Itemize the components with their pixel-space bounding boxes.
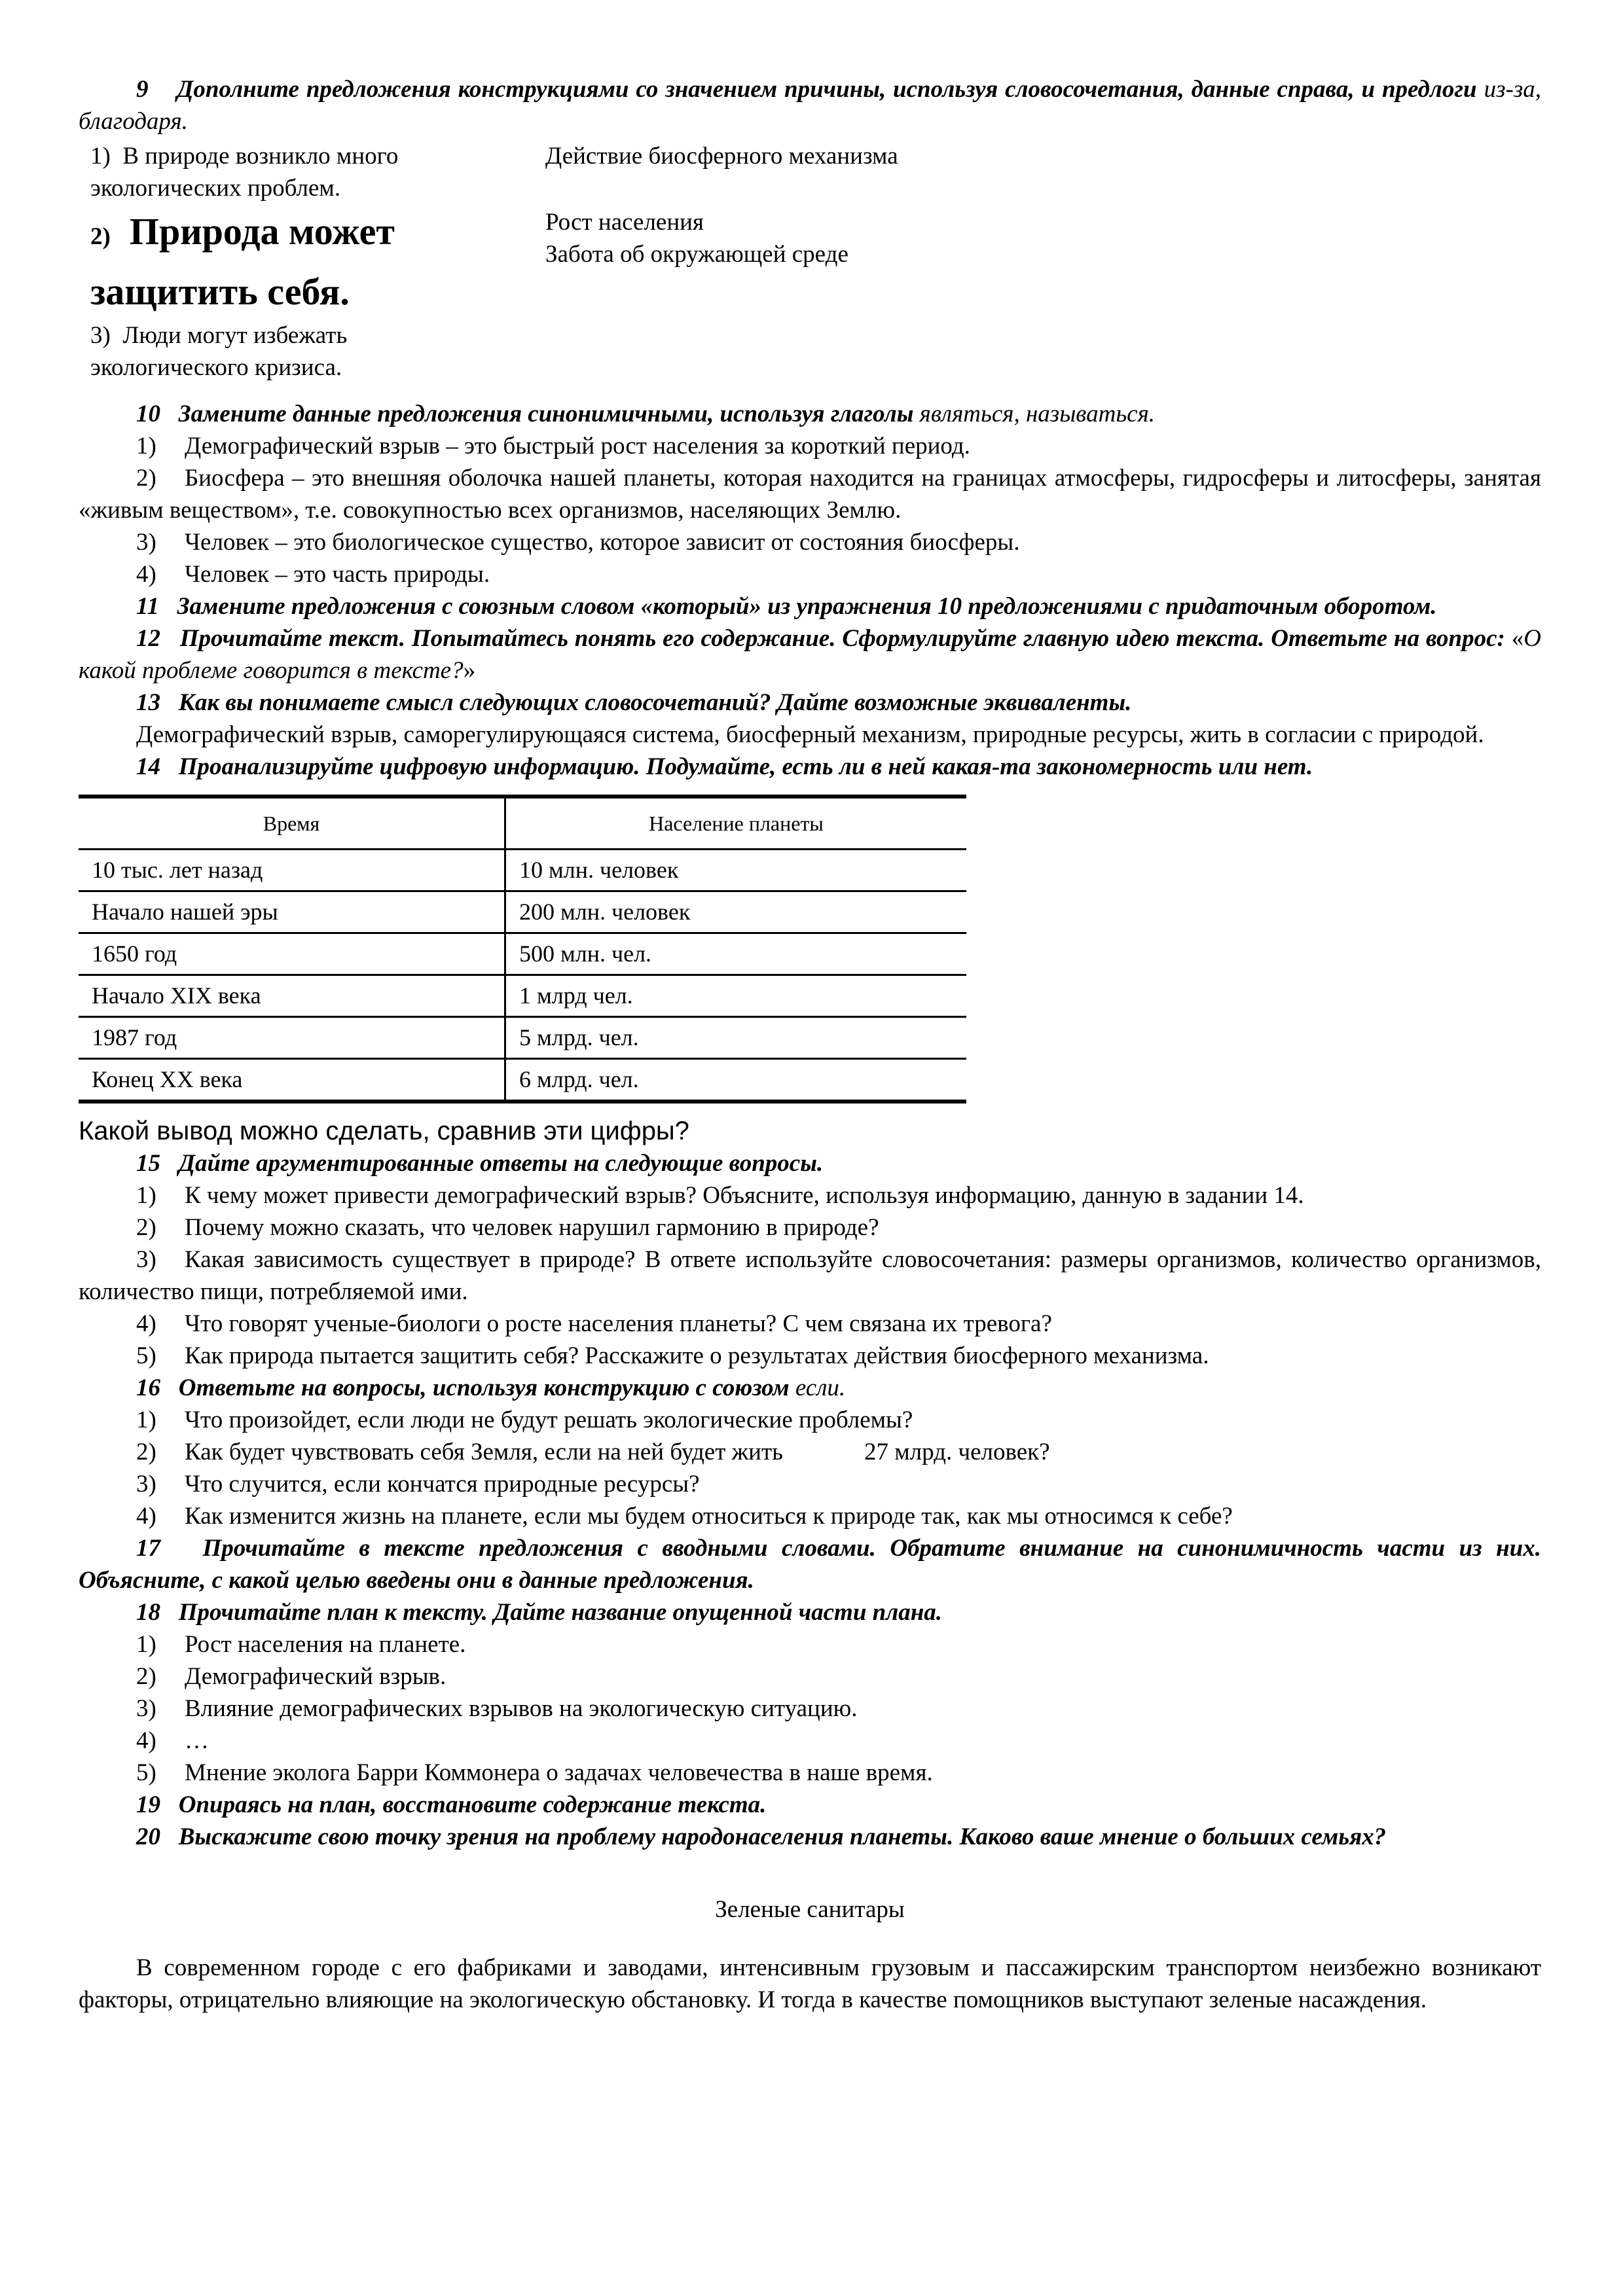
plan-item-1: 1) Рост населения на планете. <box>136 1631 466 1658</box>
cell-time: Начало нашей эры <box>79 891 505 933</box>
exercise-17-task: 17 Прочитайте в тексте предложения с вводными словами. Обратите внимание на синонимичность части из них. Объясните, с какой целью введены они в данные предложения. <box>79 1535 1541 1594</box>
plan-item-5: 5) Мнение эколога Барри Коммонера о задачах человечества в наше время. <box>136 1759 933 1786</box>
exercise-19-task: 19 Опираясь на план, восстановите содержание текста. <box>136 1791 767 1818</box>
exercise-15-item-3: 3) Какая зависимость существует в природе? В ответе используйте словосочетания: размеры организмов, количество организмов, количество пищи, потребляемой ими. <box>79 1246 1541 1305</box>
table-row <box>79 850 966 891</box>
table-row <box>79 1059 966 1102</box>
sentence-1: 1) В природе возникло много экологических проблем. <box>90 143 399 202</box>
exercise-10-item-2: 2) Биосфера – это внешняя оболочка нашей планеты, которая находится на границах атмосферы, гидросферы и литосферы, занятая «живым веществом», т.е. совокупностью всех организмов, населяющих Землю. <box>79 465 1541 524</box>
phrase-2: Рост населения <box>545 209 704 236</box>
phrase-1: Действие биосферного механизма <box>545 143 898 170</box>
cell-time: Конец XX века <box>79 1059 505 1102</box>
cell-population: 500 млн. чел. <box>505 933 967 975</box>
table-row <box>79 891 966 933</box>
column-header-population: Население планеты <box>505 797 967 850</box>
exercise-16-item-3: 3) Что случится, если кончатся природные ресурсы? <box>136 1471 700 1498</box>
text-paragraph: В современном городе с его фабриками и заводами, интенсивным грузовым и пассажирским транспортом неизбежно возникают факторы, отрицательно влияющие на экологическую обстановку. И тогда в качестве помощников выступают зеленые насаждения. <box>79 1954 1541 2013</box>
cell-population: 10 млн. человек <box>505 850 967 891</box>
exercise-16-task: 16 Ответьте на вопросы, используя конструкцию с союзом если. <box>136 1374 846 1401</box>
exercise-9-task <box>79 73 1541 137</box>
plan-item-2: 2) Демографический взрыв. <box>136 1663 447 1690</box>
table-header-row <box>79 797 966 850</box>
exercise-15-item-2: 2) Почему можно сказать, что человек нарушил гармонию в природе? <box>136 1214 879 1241</box>
exercise-number: 9 <box>136 76 149 103</box>
exercise-16-item-2: 2) Как будет чувствовать себя Земля, если на ней будет жить 27 млрд. человек? <box>136 1439 1050 1465</box>
plan-item-4: 4) … <box>136 1727 209 1754</box>
cell-population: 1 млрд чел. <box>505 975 967 1017</box>
cell-population: 5 млрд. чел. <box>505 1017 967 1059</box>
exercise-10-task: 10 Замените данные предложения синонимичными, используя глаголы являться, называться. <box>136 401 1156 427</box>
exercise-15-item-4: 4) Что говорят ученые-биологи о росте населения планеты? С чем связана их тревога? <box>136 1310 1052 1337</box>
exercise-10-item-3: 3) Человек – это биологическое существо, которое зависит от состояния биосферы. <box>136 529 1020 556</box>
exercise-10-item-1: 1) Демографический взрыв – это быстрый рост населения за короткий период. <box>136 433 970 459</box>
table-row <box>79 1017 966 1059</box>
exercise-11-task: 11 Замените предложения с союзным словом «который» из упражнения 10 предложениями с придаточным оборотом. <box>136 593 1437 620</box>
cell-time: 1650 год <box>79 933 505 975</box>
column-header-time: Время <box>79 797 505 850</box>
table-row <box>79 975 966 1017</box>
task-text: Дополните предложения конструкциями со значением причины, используя словосочетания, данные справа, и предлоги <box>177 76 1477 103</box>
cell-time: 1987 год <box>79 1017 505 1059</box>
cell-time: 10 тыс. лет назад <box>79 850 505 891</box>
phrase-3: Забота об окружающей среде <box>545 241 848 268</box>
exercise-15-task: 15 Дайте аргументированные ответы на следующие вопросы. <box>136 1150 824 1177</box>
exercise-13-task: 13 Как вы понимаете смысл следующих словосочетаний? Дайте возможные эквиваленты. <box>136 689 1132 716</box>
text-title: Зеленые санитары <box>715 1896 905 1923</box>
phrases-column <box>500 140 898 384</box>
exercise-18-task: 18 Прочитайте план к тексту. Дайте название опущенной части плана. <box>136 1599 943 1626</box>
plan-item-3: 3) Влияние демографических взрывов на экологическую ситуацию. <box>136 1695 858 1722</box>
exercise-12-task: 12 Прочитайте текст. Попытайтесь понять его содержание. Сформулируйте главную идею текста. Ответьте на вопрос: «О какой проблеме говорится в тексте?» <box>79 625 1542 684</box>
population-table <box>79 795 966 1103</box>
cell-population: 6 млрд. чел. <box>505 1059 967 1102</box>
table-row <box>79 933 966 975</box>
sentence-2: 2) Природа может защитить себя. <box>90 210 395 313</box>
cell-population: 200 млн. человек <box>505 891 967 933</box>
sentences-column <box>79 140 500 384</box>
exercise-16-item-1: 1) Что произойдет, если люди не будут решать экологические проблемы? <box>136 1407 913 1433</box>
exercise-20-task: 20 Выскажите свою точку зрения на проблему народонаселения планеты. Каково ваше мнение о больших семьях? <box>136 1823 1387 1850</box>
exercise-15-item-1: 1) К чему может привести демографический взрыв? Объясните, используя информацию, данную в задании 14. <box>136 1182 1304 1209</box>
sentence-3: 3) Люди могут избежать экологического кризиса. <box>90 322 348 381</box>
exercise-14-task: 14 Проанализируйте цифровую информацию. Подумайте, есть ли в ней какая-та закономерность или нет. <box>136 753 1313 780</box>
exercise-16-item-4: 4) Как изменится жизнь на планете, если мы будем относиться к природе так, как мы относимся к себе? <box>136 1503 1233 1530</box>
cell-time: Начало XIX века <box>79 975 505 1017</box>
exercise-13-text: Демографический взрыв, саморегулирующаяся система, биосферный механизм, природные ресурсы, жить в согласии с природой. <box>136 721 1484 748</box>
exercise-9-columns <box>79 140 1541 384</box>
exercise-10-item-4: 4) Человек – это часть природы. <box>136 561 490 588</box>
table-question: Какой вывод можно сделать, сравнив эти цифры? <box>79 1117 689 1145</box>
exercise-15-item-5: 5) Как природа пытается защитить себя? Расскажите о результатах действия биосферного механизма. <box>136 1342 1209 1369</box>
task-italic: из-за, благодаря. <box>79 76 1542 135</box>
